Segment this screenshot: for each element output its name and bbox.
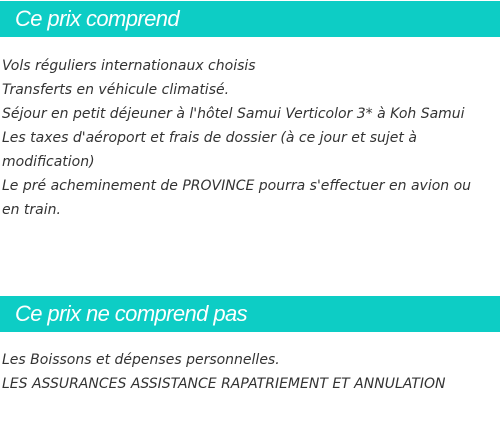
not-included-item: LES ASSURANCES ASSISTANCE RAPATRIEMENT ET ANNULATION	[2, 376, 446, 392]
included-item: Vols réguliers internationaux choisis	[2, 58, 256, 74]
section-title-not-included: Ce prix ne comprend pas	[15, 301, 247, 326]
included-item: Le pré acheminement de PROVINCE pourra s'effectuer en avion ou en train.	[2, 178, 472, 218]
included-item: Transferts en véhicule climatisé.	[2, 82, 230, 98]
not-included-list	[2, 348, 492, 396]
section-title-included: Ce prix comprend	[15, 6, 180, 31]
section-header-not-included	[0, 296, 500, 332]
section-header-included	[0, 1, 500, 37]
included-list	[2, 54, 492, 222]
included-item: Séjour en petit déjeuner à l'hôtel Samui Verticolor 3* à Koh Samui	[2, 106, 465, 122]
not-included-item: Les Boissons et dépenses personnelles.	[2, 352, 280, 368]
included-item: Les taxes d'aéroport et frais de dossier (à ce jour et sujet à modification)	[2, 130, 417, 170]
